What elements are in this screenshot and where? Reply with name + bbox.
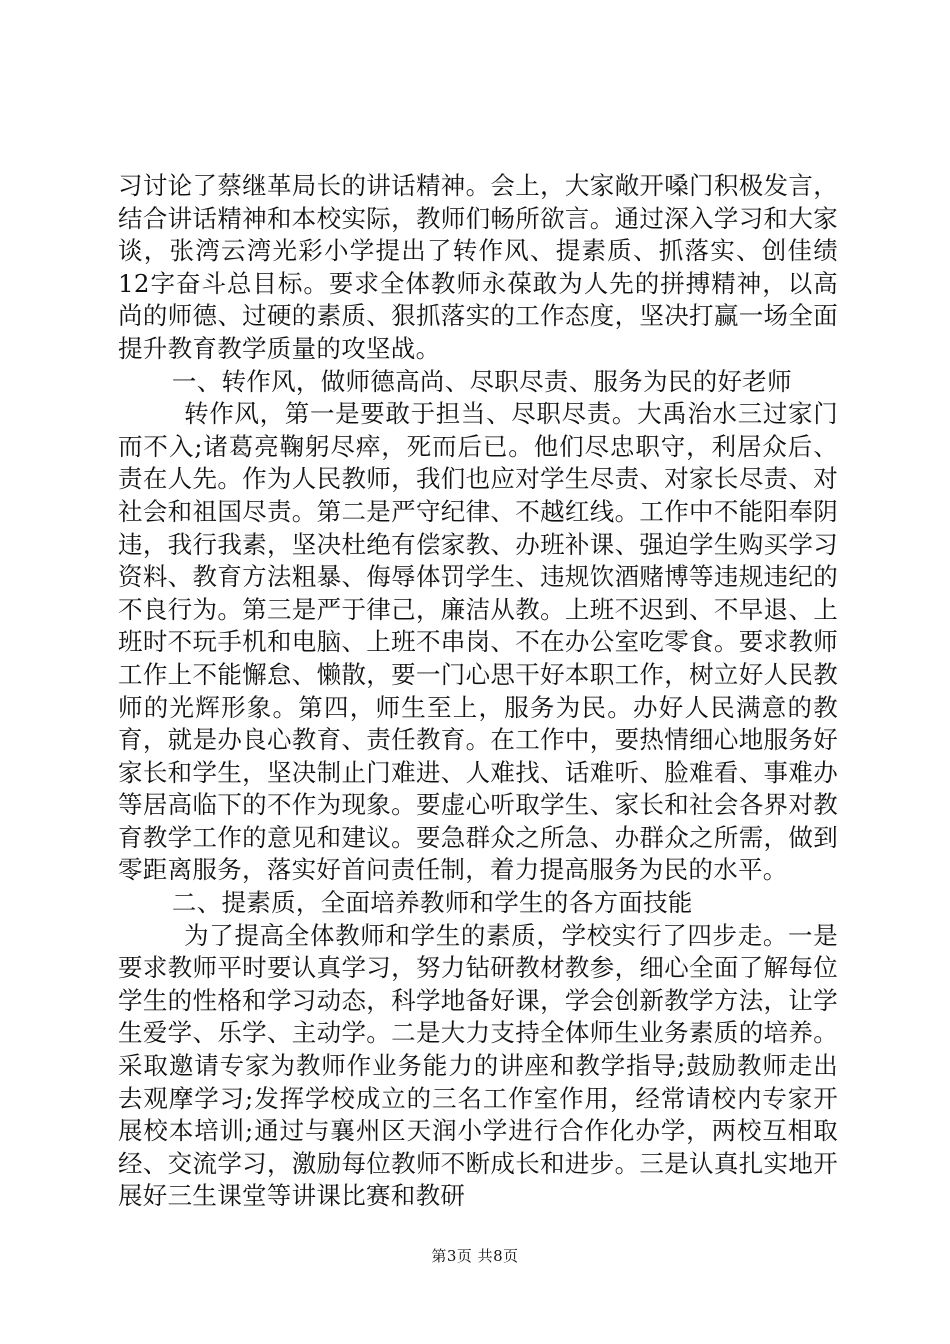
section-heading-1: 一、转作风，做师德高尚、尽职尽责、服务为民的好老师	[171, 366, 792, 396]
paragraph-section-1: 转作风，第一是要敢于担当、尽职尽责。大禹治水三过家门而不入;诸葛亮鞠躬尽瘁，死而后已。他们尽忠职守，利居众后、责在人先。作为人民教师，我们也应对学生尽责、对家长尽责、对社会和祖国尽责。第二是严守纪律、不越红线。工作中不能阳奉阴违，我行我素，坚决杜绝有偿家教、办班补课、强迫学生购买学习资料、教育方法粗暴、侮辱体罚学生、违规饮酒赌博等违规违纪的不良行为。第三是严于律己，廉洁从教。上班不迟到、不早退、上班时不玩手机和电脑、上班不串岗、不在办公室吃零食。要求教师工作上不能懈怠、懒散，要一门心思干好本职工作，树立好人民教师的光辉形象。第四，师生至上，服务为民。办好人民满意的教育，就是办良心教育、责任教育。在工作中，要热情细心地服务好家长和学生，坚决制止门难进、人难找、话难听、脸难看、事难办等居高临下的不作为现象。要虚心听取学生、家长和社会各界对教育教学工作的意见和建议。要急群众之所急、办群众之所需，做到零距离服务，落实好首问责任制，着力提高服务为民的水平。	[118, 399, 838, 885]
paragraph-intro: 习讨论了蔡继革局长的讲话精神。会上，大家敞开嗓门积极发言，结合讲话精神和本校实际，教师们畅所欲言。通过深入学习和大家谈，张湾云湾光彩小学提出了转作风、提素质、抓落实、创佳绩12字奋斗总目标。要求全体教师永葆敢为人先的拼搏精神，以高尚的师德、过硬的素质、狠抓落实的工作态度，坚决打赢一场全面提升教育教学质量的攻坚战。	[118, 171, 838, 363]
section-heading-2: 二、提素质，全面培养教师和学生的各方面技能	[171, 888, 693, 918]
page-number-footer: 第3页 共8页	[431, 1247, 519, 1265]
paragraph-section-2: 为了提高全体教师和学生的素质，学校实行了四步走。一是要求教师平时要认真学习，努力钻研教材教参，细心全面了解每位学生的性格和学习动态，科学地备好课，学会创新教学方法，让学生爱学、乐学、主动学。二是大力支持全体师生业务素质的培养。采取邀请专家为教师作业务能力的讲座和教学指导;鼓励教师走出去观摩学习;发挥学校成立的三名工作室作用，经常请校内专家开展校本培训;通过与襄州区天润小学进行合作化办学，两校互相取经、交流学习，激励每位教师不断成长和进步。三是认真扎实地开展好三生课堂等讲课比赛和教研	[118, 920, 838, 1211]
document-body	[118, 170, 838, 1213]
